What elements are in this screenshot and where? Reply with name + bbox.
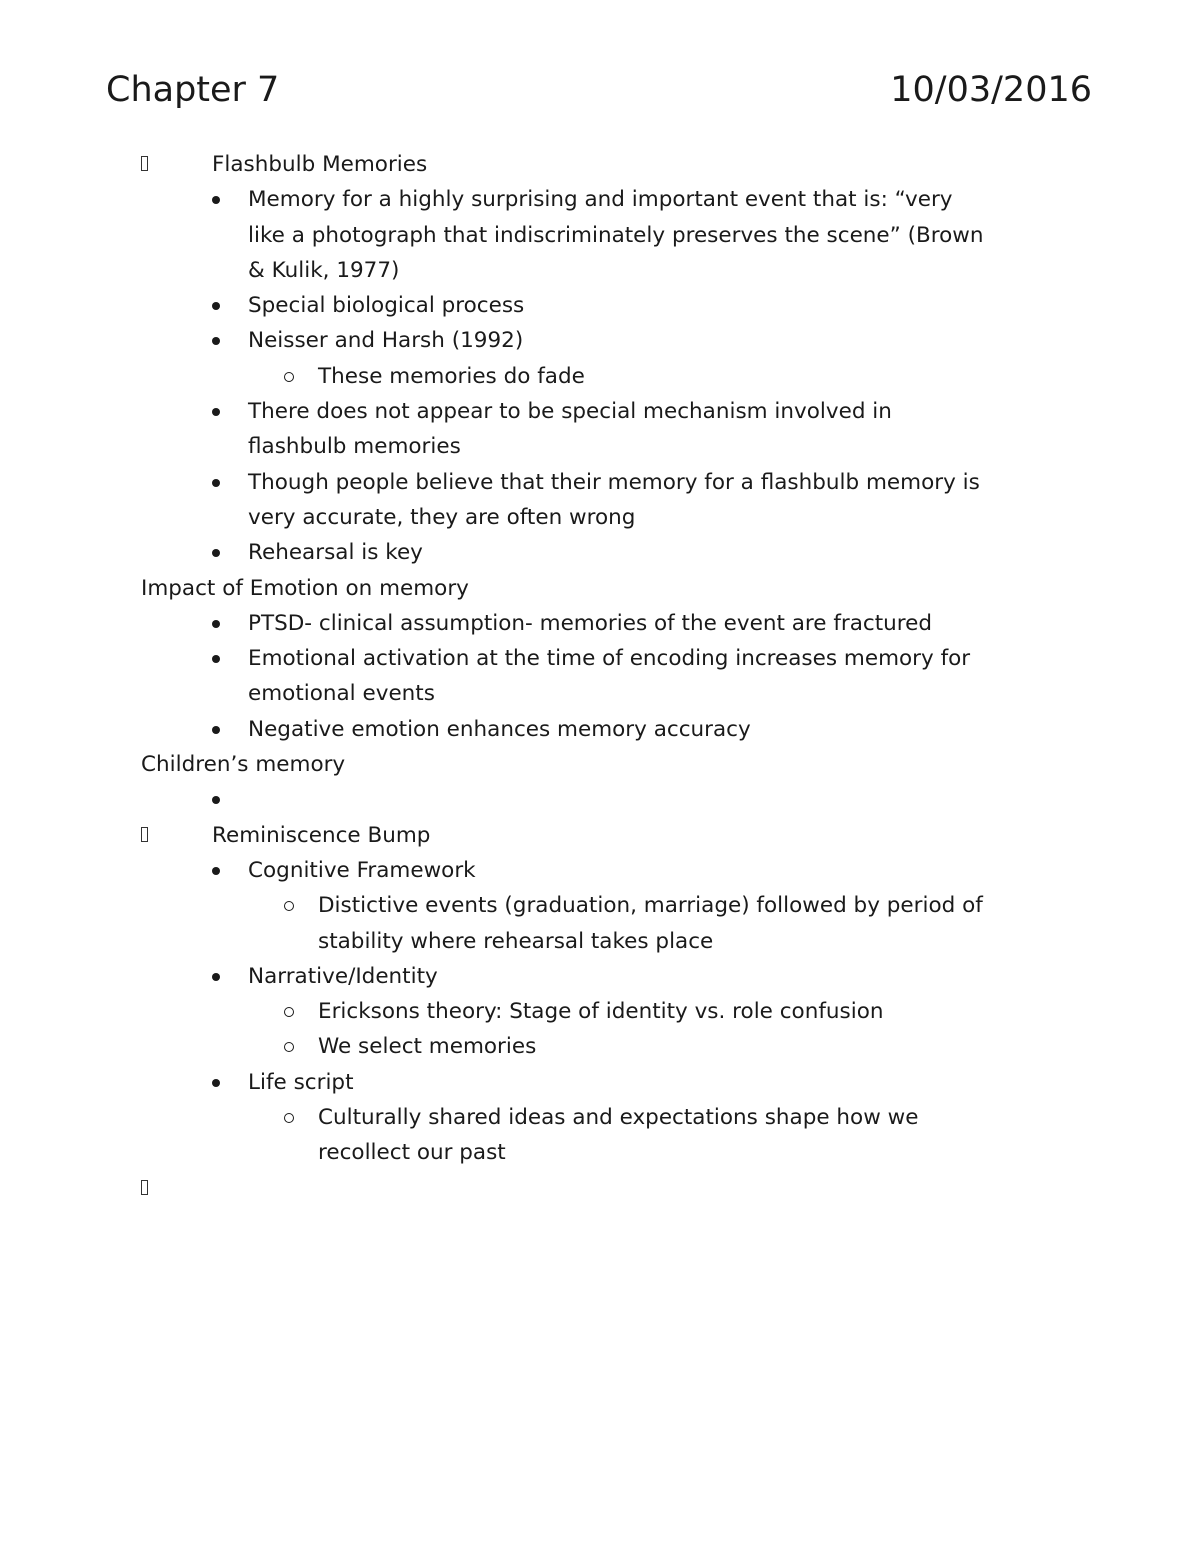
hollow-circle-icon	[284, 1007, 294, 1017]
bullet-item: Life script	[0, 1065, 1200, 1100]
section-heading: Flashbulb Memories	[0, 147, 1200, 182]
bullet-item: Memory for a highly surprising and important event that is: “very	[0, 182, 1200, 217]
section-heading: Reminiscence Bump	[0, 818, 1200, 853]
sub-bullet-item: We select memories	[0, 1029, 1200, 1064]
box-bullet-icon	[141, 1180, 148, 1195]
filled-circle-icon	[212, 408, 220, 416]
filled-circle-icon	[212, 620, 220, 628]
bullet-continuation: emotional events	[248, 681, 435, 707]
bullet-item: Special biological process	[0, 288, 1200, 323]
bullet-item: Narrative/Identity	[0, 959, 1200, 994]
filled-circle-icon	[212, 796, 220, 804]
filled-circle-icon	[212, 1079, 220, 1087]
hollow-circle-icon	[284, 1042, 294, 1052]
hollow-circle-icon	[284, 372, 294, 382]
bullet-item: There does not appear to be special mechanism involved in	[0, 394, 1200, 429]
bullet-item: Negative emotion enhances memory accuracy	[0, 712, 1200, 747]
box-bullet-icon	[141, 156, 148, 171]
sub-bullet-item: These memories do fade	[0, 359, 1200, 394]
bullet-continuation: & Kulik, 1977)	[248, 257, 400, 283]
filled-circle-icon	[212, 302, 220, 310]
chapter-title: Chapter 7	[106, 70, 280, 110]
sub-bullet-item: Culturally shared ideas and expectations shape how we	[0, 1100, 1200, 1135]
notes-body	[0, 147, 1200, 1206]
sub-bullet-continuation: stability where rehearsal takes place	[318, 928, 714, 954]
box-bullet-icon	[141, 827, 148, 842]
section-heading: Children’s memory	[141, 752, 346, 778]
sub-bullet-continuation: recollect our past	[318, 1140, 506, 1166]
bullet-continuation: flashbulb memories	[248, 434, 461, 460]
sub-bullet-item: Ericksons theory: Stage of identity vs. role confusion	[0, 994, 1200, 1029]
filled-circle-icon	[212, 973, 220, 981]
filled-circle-icon	[212, 479, 220, 487]
bullet-item: Though people believe that their memory for a flashbulb memory is	[0, 465, 1200, 500]
page-header	[106, 70, 1092, 110]
bullet-item: Cognitive Framework	[0, 853, 1200, 888]
filled-circle-icon	[212, 337, 220, 345]
sub-bullet-item: Distictive events (graduation, marriage) followed by period of	[0, 888, 1200, 923]
bullet-item: Neisser and Harsh (1992)	[0, 323, 1200, 358]
section-heading: Impact of Emotion on memory	[141, 575, 469, 601]
bullet-item: Rehearsal is key	[0, 535, 1200, 570]
filled-circle-icon	[212, 867, 220, 875]
bullet-item: PTSD- clinical assumption- memories of the event are fractured	[0, 606, 1200, 641]
bullet-continuation: like a photograph that indiscriminately preserves the scene” (Brown	[248, 222, 984, 248]
hollow-circle-icon	[284, 1113, 294, 1123]
filled-circle-icon	[212, 655, 220, 663]
bullet-item: Emotional activation at the time of encoding increases memory for	[0, 641, 1200, 676]
hollow-circle-icon	[284, 901, 294, 911]
note-date: 10/03/2016	[890, 70, 1092, 110]
bullet-continuation: very accurate, they are often wrong	[248, 504, 636, 530]
empty-box-item	[0, 1171, 1200, 1206]
filled-circle-icon	[212, 196, 220, 204]
filled-circle-icon	[212, 726, 220, 734]
bullet-item-empty	[0, 782, 1200, 817]
filled-circle-icon	[212, 549, 220, 557]
